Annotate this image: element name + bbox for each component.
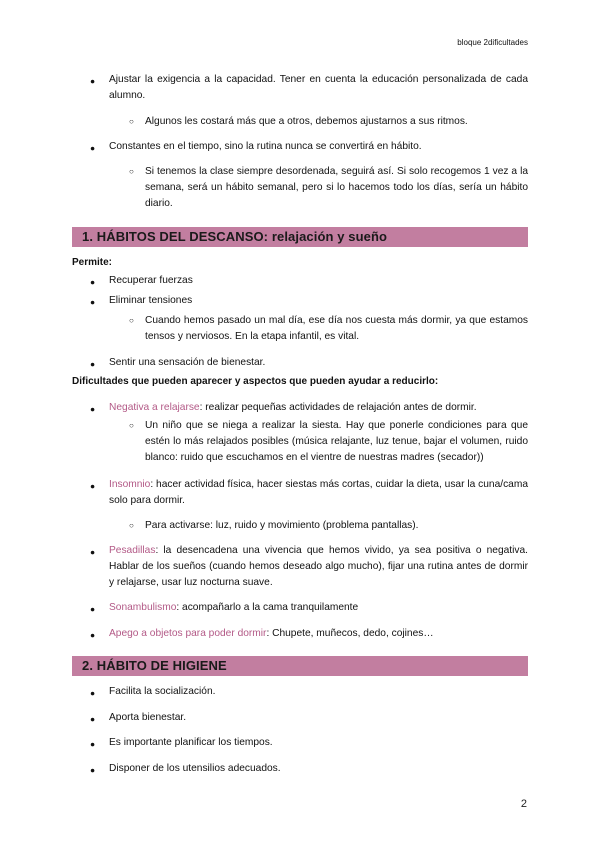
list-item-text: Eliminar tensiones [109, 295, 193, 306]
bullet-icon: ● [90, 143, 96, 153]
page-number: 2 [520, 798, 527, 810]
bullet-icon: ● [90, 481, 96, 491]
section-heading-band [72, 656, 528, 676]
circle-bullet-icon: ○ [129, 117, 134, 126]
bullet-icon: ● [90, 547, 96, 557]
term-description: : la desencadena una vivencia que hemos vivido, ya sea positiva o negativa. Hablar de los sueños (cuando hemos deseado algo mucho), fijar una rutina antes de dormir y relajarse, usar luz nocturna suave. [109, 545, 528, 588]
section-heading-band [72, 227, 528, 247]
list-item-text: Algunos les costará más que a otros, debemos ajustarnos a sus ritmos. [145, 116, 468, 127]
bullet-icon: ● [90, 404, 96, 414]
list-item-text: Cuando hemos pasado un mal día, ese día nos cuesta más dormir, ya que estamos tensos y nerviosos. En la etapa infantil, es vital. [145, 315, 528, 342]
term-description: : Chupete, muñecos, dedo, cojines… [266, 628, 434, 639]
list-item-text: Disponer de los utensilios adecuados. [109, 763, 281, 774]
bullet-icon: ● [90, 359, 96, 369]
bullet-icon: ● [90, 739, 96, 749]
permite-label: Permite: [72, 257, 113, 268]
circle-bullet-icon: ○ [129, 421, 134, 430]
list-item-text: Ajustar la exigencia a la capacidad. Tener en cuenta la educación personalizada de cada alumno. [109, 74, 528, 101]
bullet-icon: ● [90, 277, 96, 287]
term-highlight: Sonambulismo [109, 602, 177, 613]
section-title: 1. HÁBITOS DEL DESCANSO: relajación y sueño [82, 229, 388, 244]
circle-bullet-icon: ○ [129, 167, 134, 176]
list-item-text: Sentir una sensación de bienestar. [109, 357, 266, 368]
bullet-icon: ● [90, 765, 96, 775]
list-item-text: Para activarse: luz, ruido y movimiento (problema pantallas). [145, 520, 419, 531]
page-header: bloque 2dificultades [457, 38, 528, 47]
bullet-icon: ● [90, 76, 96, 86]
list-item-text: Si tenemos la clase siempre desordenada, seguirá así. Si solo recogemos 1 vez a la semana, será un hábito semanal, pero si lo hacemos todo los días, sería un hábito diario. [145, 166, 528, 209]
list-item-text: Facilita la socialización. [109, 686, 216, 697]
term-highlight: Insomnio [109, 479, 151, 490]
list-item-text [109, 543, 528, 591]
circle-bullet-icon: ○ [129, 316, 134, 325]
list-item-text: Es importante planificar los tiempos. [109, 737, 273, 748]
term-highlight: Pesadillas [109, 545, 156, 556]
term-description: : realizar pequeñas actividades de relajación antes de dormir. [199, 402, 477, 413]
dificultades-label: Dificultades que pueden aparecer y aspectos que pueden ayudar a reducirlo: [72, 376, 439, 387]
list-item-text: Constantes en el tiempo, sino la rutina nunca se convertirá en hábito. [109, 141, 422, 152]
circle-bullet-icon: ○ [129, 521, 134, 530]
list-item-text [109, 477, 528, 509]
list-item-text: Recuperar fuerzas [109, 275, 193, 286]
list-item-text [109, 626, 528, 642]
section-title: 2. HÁBITO DE HIGIENE [82, 658, 227, 673]
list-item-text: Un niño que se niega a realizar la siesta. Hay que ponerle condiciones para que estén lo más relajados posibles (música relajante, luz tenue, bajar el volumen, ruido blanco: ruido que escuchamos en el vientre de nuestras madres (secador)) [145, 420, 528, 463]
list-item-text [109, 600, 528, 616]
list-item-text [109, 400, 528, 416]
bullet-icon: ● [90, 714, 96, 724]
bullet-icon: ● [90, 604, 96, 614]
bullet-icon: ● [90, 688, 96, 698]
term-highlight: Negativa a relajarse [109, 402, 200, 413]
term-description: : acompañarlo a la cama tranquilamente [176, 602, 359, 613]
list-item-text: Aporta bienestar. [109, 712, 187, 723]
term-description: : hacer actividad física, hacer siestas más cortas, cuidar la dieta, usar la cuna/cama solo para dormir. [109, 479, 528, 506]
bullet-icon: ● [90, 297, 96, 307]
term-highlight: Apego a objetos para poder dormir [109, 628, 267, 639]
bullet-icon: ● [90, 630, 96, 640]
